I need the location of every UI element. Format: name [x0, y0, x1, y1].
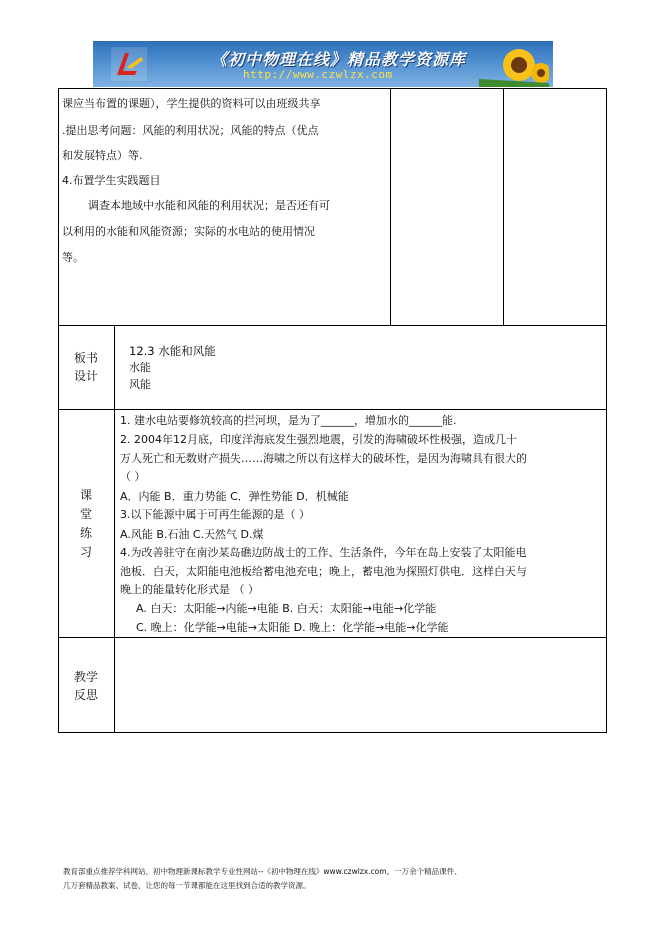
footer-line1: 教育部重点推荐学科网站、初中物理新课标教学专业性网站--《初中物理在线》www.czwlzx.com。一万余个精品课件、 [63, 867, 462, 876]
practice-label [58, 486, 114, 562]
footer-line2: 几万套精品教案、试卷，让您的每一节课都能在这里找到合适的教学资源。 [63, 881, 311, 890]
board-label-line1: 板书 [73, 351, 98, 365]
table-border-bottom [58, 732, 607, 733]
top-cell-line: 以利用的水能和风能资源；实际的水电站的使用情况 [62, 225, 315, 238]
row-divider-practice [58, 409, 607, 410]
lesson-plan-table [58, 88, 607, 733]
board-item: 水能 [129, 361, 151, 374]
top-cell-line: 和发展特点）等. [62, 149, 143, 162]
practice-label-char: 堂 [79, 507, 92, 521]
practice-line: 1. 建水电站要修筑较高的拦河坝，是为了______，增加水的______能. [120, 414, 457, 427]
top-row-divider-1 [390, 88, 391, 325]
board-item: 风能 [129, 378, 151, 391]
table-border-top [58, 88, 607, 89]
logo-icon [111, 47, 147, 81]
practice-label-char: 习 [79, 545, 92, 559]
top-cell-line: 等。 [62, 251, 84, 264]
top-cell-line: 课应当布置的课题），学生提供的资料可以由班级共享 [62, 97, 321, 110]
top-cell-line: 调查本地域中水能和风能的利用状况；是否还有可 [88, 199, 330, 212]
practice-line: 4.为改善驻守在南沙某岛礁边防战士的工作、生活条件，今年在岛上安装了太阳能电 [120, 546, 527, 559]
practice-label-char: 课 [79, 488, 92, 502]
practice-line: 池板．白天，太阳能电池板给蓄电池充电；晚上，蓄电池为探照灯供电．这样白天与 [120, 565, 527, 578]
board-title: 12.3 水能和风能 [129, 344, 216, 358]
top-cell-line: 4.布置学生实践题目 [62, 174, 161, 187]
reflection-label-line2: 反思 [73, 688, 98, 702]
page-footer [63, 865, 462, 893]
board-label [58, 349, 114, 385]
practice-line: C. 晚上：化学能→电能→太阳能 D. 晚上：化学能→电能→化学能 [136, 621, 449, 634]
practice-line: 晚上的能量转化形式是 （ ） [120, 583, 259, 596]
practice-line: （ ） [120, 470, 146, 483]
row-divider-reflection [58, 637, 607, 638]
top-row-divider-2 [503, 88, 504, 325]
practice-line: A.风能 B.石油 C.天然气 D.煤 [120, 528, 264, 541]
practice-line: 万人死亡和无数财产损失……海啸之所以有这样大的破坏性，是因为海啸具有很大的 [120, 452, 527, 465]
sunflower-icon [479, 43, 549, 87]
board-label-line2: 设计 [73, 369, 98, 383]
label-column-divider [114, 325, 115, 733]
reflection-label-line1: 教学 [73, 670, 98, 684]
practice-line: 3.以下能源中属于可再生能源的是（ ） [120, 508, 310, 521]
banner-url[interactable]: http://www.czwlzx.com [243, 68, 393, 81]
practice-line: A．内能 B．重力势能 C．弹性势能 D．机械能 [120, 490, 349, 503]
practice-label-char: 练 [79, 526, 92, 540]
banner-title: 《初中物理在线》精品教学资源库 [211, 50, 467, 69]
row-divider-board [58, 325, 607, 326]
practice-line: A. 白天：太阳能→内能→电能 B. 白天：太阳能→电能→化学能 [136, 602, 437, 615]
reflection-label [58, 668, 114, 704]
top-cell-line: .提出思考问题：风能的利用状况；风能的特点（优点 [62, 124, 319, 137]
practice-line: 2. 2004年12月底，印度洋海底发生强烈地震，引发的海啸破坏性极强，造成几十 [120, 433, 517, 446]
header-banner [93, 41, 553, 87]
